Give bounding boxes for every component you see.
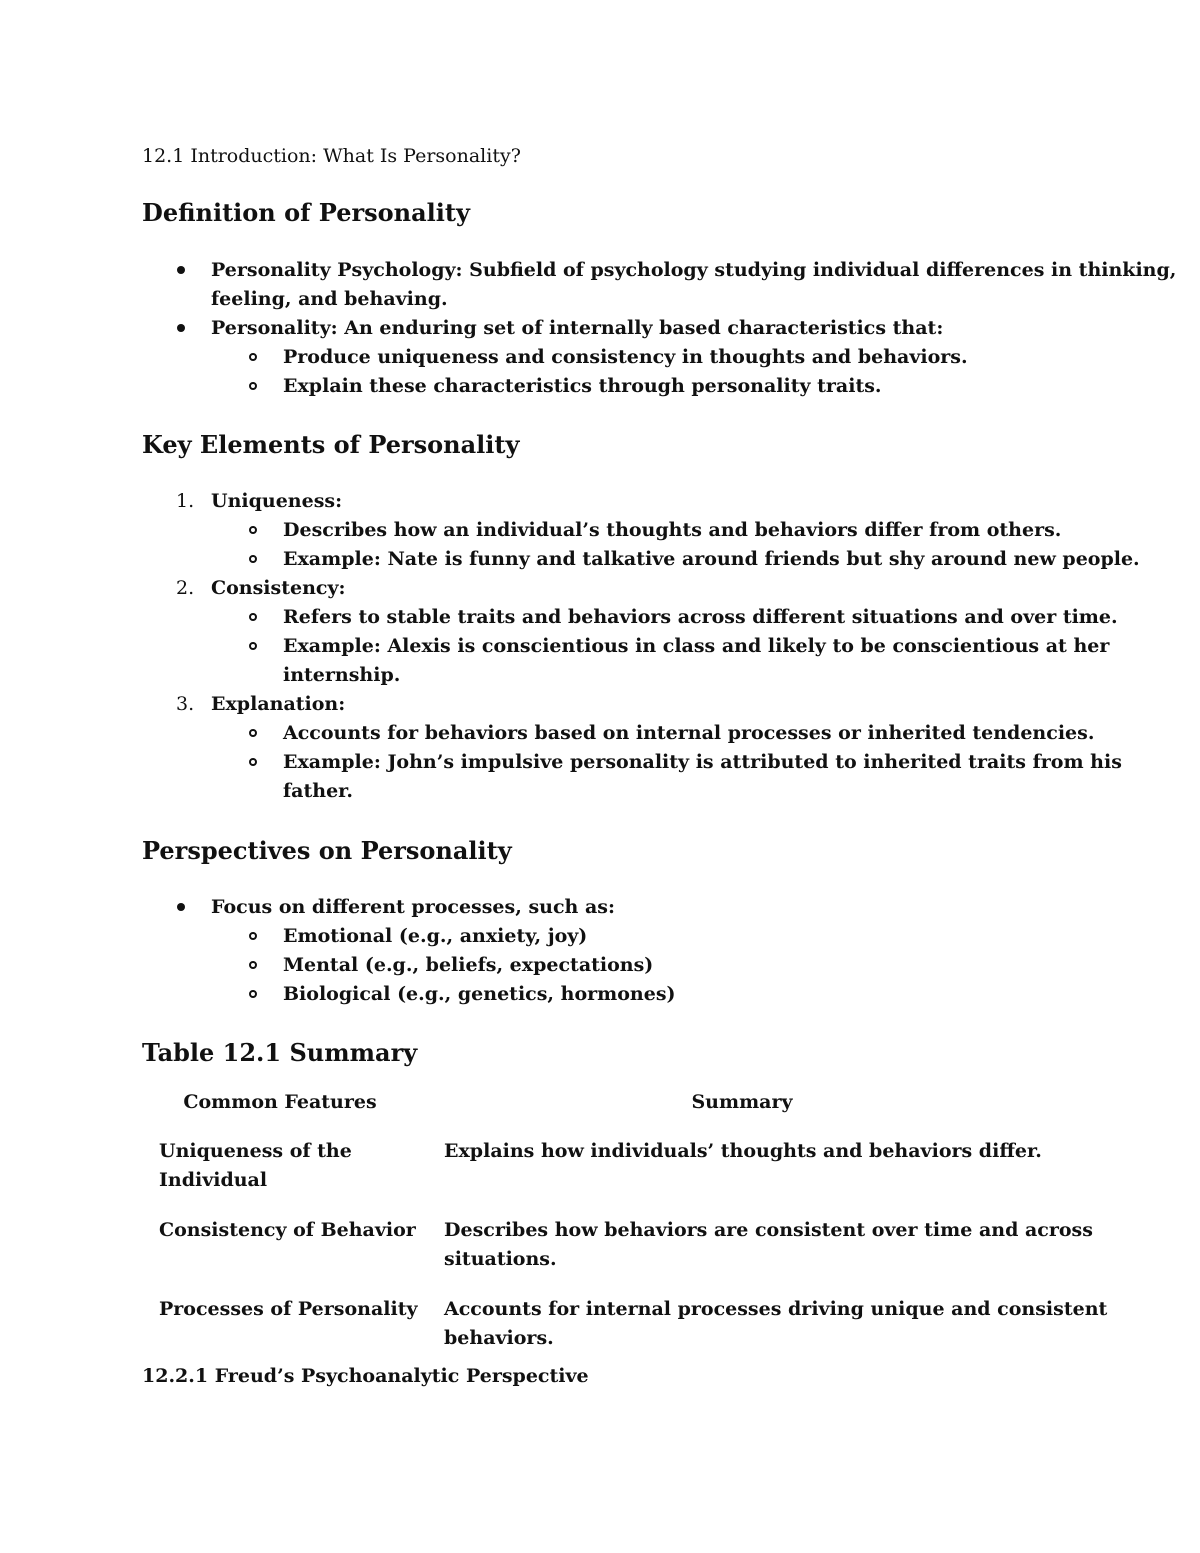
bullet-icon — [177, 266, 185, 274]
key-element-subitem: Example: John’s impulsive personality is attributed to inherited traits from his — [283, 751, 1122, 773]
next-section-heading: 12.2.1 Freud’s Psychoanalytic Perspective — [142, 1365, 589, 1387]
item-text: (e.g., anxiety, joy) — [392, 925, 588, 947]
table-cell-summary: Describes how behaviors are consistent over time and across — [444, 1219, 1093, 1241]
item-text: An enduring set of internally based characteristics that: — [337, 317, 944, 339]
key-element-subitem: Accounts for behaviors based on internal processes or inherited tendencies. — [283, 722, 1095, 744]
list-number: 1. — [176, 490, 195, 512]
key-element-subitem: Example: Alexis is conscientious in class and likely to be conscientious at her — [283, 635, 1110, 657]
table-cell-feature: Processes of Personality — [159, 1298, 418, 1320]
circle-bullet-icon — [249, 932, 257, 940]
item-text: (e.g., genetics, hormones) — [390, 983, 676, 1005]
table-header-features: Common Features — [183, 1091, 377, 1113]
key-element-subitem-cont: internship. — [283, 664, 401, 686]
key-element-label: Consistency: — [211, 577, 346, 599]
term: Personality Psychology: — [211, 259, 463, 281]
table-cell-summary: Explains how individuals’ thoughts and behaviors differ. — [444, 1140, 1042, 1162]
list-number: 2. — [176, 577, 195, 599]
perspectives-subitem — [283, 951, 653, 980]
perspectives-subitem — [283, 980, 676, 1009]
item-text: (e.g., beliefs, expectations) — [358, 954, 654, 976]
perspectives-item: Focus on different processes, such as: — [211, 896, 615, 918]
key-element-subitem: Example: Nate is funny and talkative around friends but shy around new people. — [283, 548, 1140, 570]
key-element-subitem: Describes how an individual’s thoughts and behaviors differ from others. — [283, 519, 1062, 541]
circle-bullet-icon — [249, 961, 257, 969]
table-cell-summary: Accounts for internal processes driving unique and consistent — [444, 1298, 1108, 1320]
circle-bullet-icon — [249, 353, 257, 361]
term: Biological — [283, 983, 391, 1005]
table-cell-summary-cont: situations. — [444, 1248, 557, 1270]
circle-bullet-icon — [249, 990, 257, 998]
definition-heading: Definition of Personality — [142, 198, 470, 227]
table-cell-feature: Consistency of Behavior — [159, 1219, 416, 1241]
perspectives-heading: Perspectives on Personality — [142, 836, 512, 865]
intro-heading: 12.1 Introduction: What Is Personality? — [142, 145, 521, 167]
table-heading: Table 12.1 Summary — [142, 1038, 418, 1067]
perspectives-subitem — [283, 922, 587, 951]
circle-bullet-icon — [249, 526, 257, 534]
table-cell-summary-cont: behaviors. — [444, 1327, 554, 1349]
term: Emotional — [283, 925, 393, 947]
circle-bullet-icon — [249, 613, 257, 621]
table-cell-feature: Uniqueness of the — [159, 1140, 352, 1162]
circle-bullet-icon — [249, 382, 257, 390]
definition-item-1-cont: feeling, and behaving. — [211, 288, 448, 310]
key-element-subitem: Refers to stable traits and behaviors across different situations and over time. — [283, 606, 1118, 628]
key-element-label: Uniqueness: — [211, 490, 343, 512]
definition-subitem: Explain these characteristics through personality traits. — [283, 375, 882, 397]
circle-bullet-icon — [249, 642, 257, 650]
key-element-subitem-cont: father. — [283, 780, 354, 802]
definition-item-2 — [211, 314, 943, 343]
list-number: 3. — [176, 693, 195, 715]
definition-item-1 — [211, 256, 1176, 285]
circle-bullet-icon — [249, 758, 257, 766]
key-element-label: Explanation: — [211, 693, 346, 715]
circle-bullet-icon — [249, 555, 257, 563]
bullet-icon — [177, 324, 185, 332]
definition-subitem: Produce uniqueness and consistency in thoughts and behaviors. — [283, 346, 968, 368]
term: Personality: — [211, 317, 338, 339]
circle-bullet-icon — [249, 729, 257, 737]
term: Mental — [283, 954, 359, 976]
table-header-summary: Summary — [691, 1091, 793, 1113]
key-elements-heading: Key Elements of Personality — [142, 430, 520, 459]
table-cell-feature-cont: Individual — [159, 1169, 268, 1191]
bullet-icon — [177, 903, 185, 911]
item-text: Subfield of psychology studying individual differences in thinking, — [462, 259, 1177, 281]
